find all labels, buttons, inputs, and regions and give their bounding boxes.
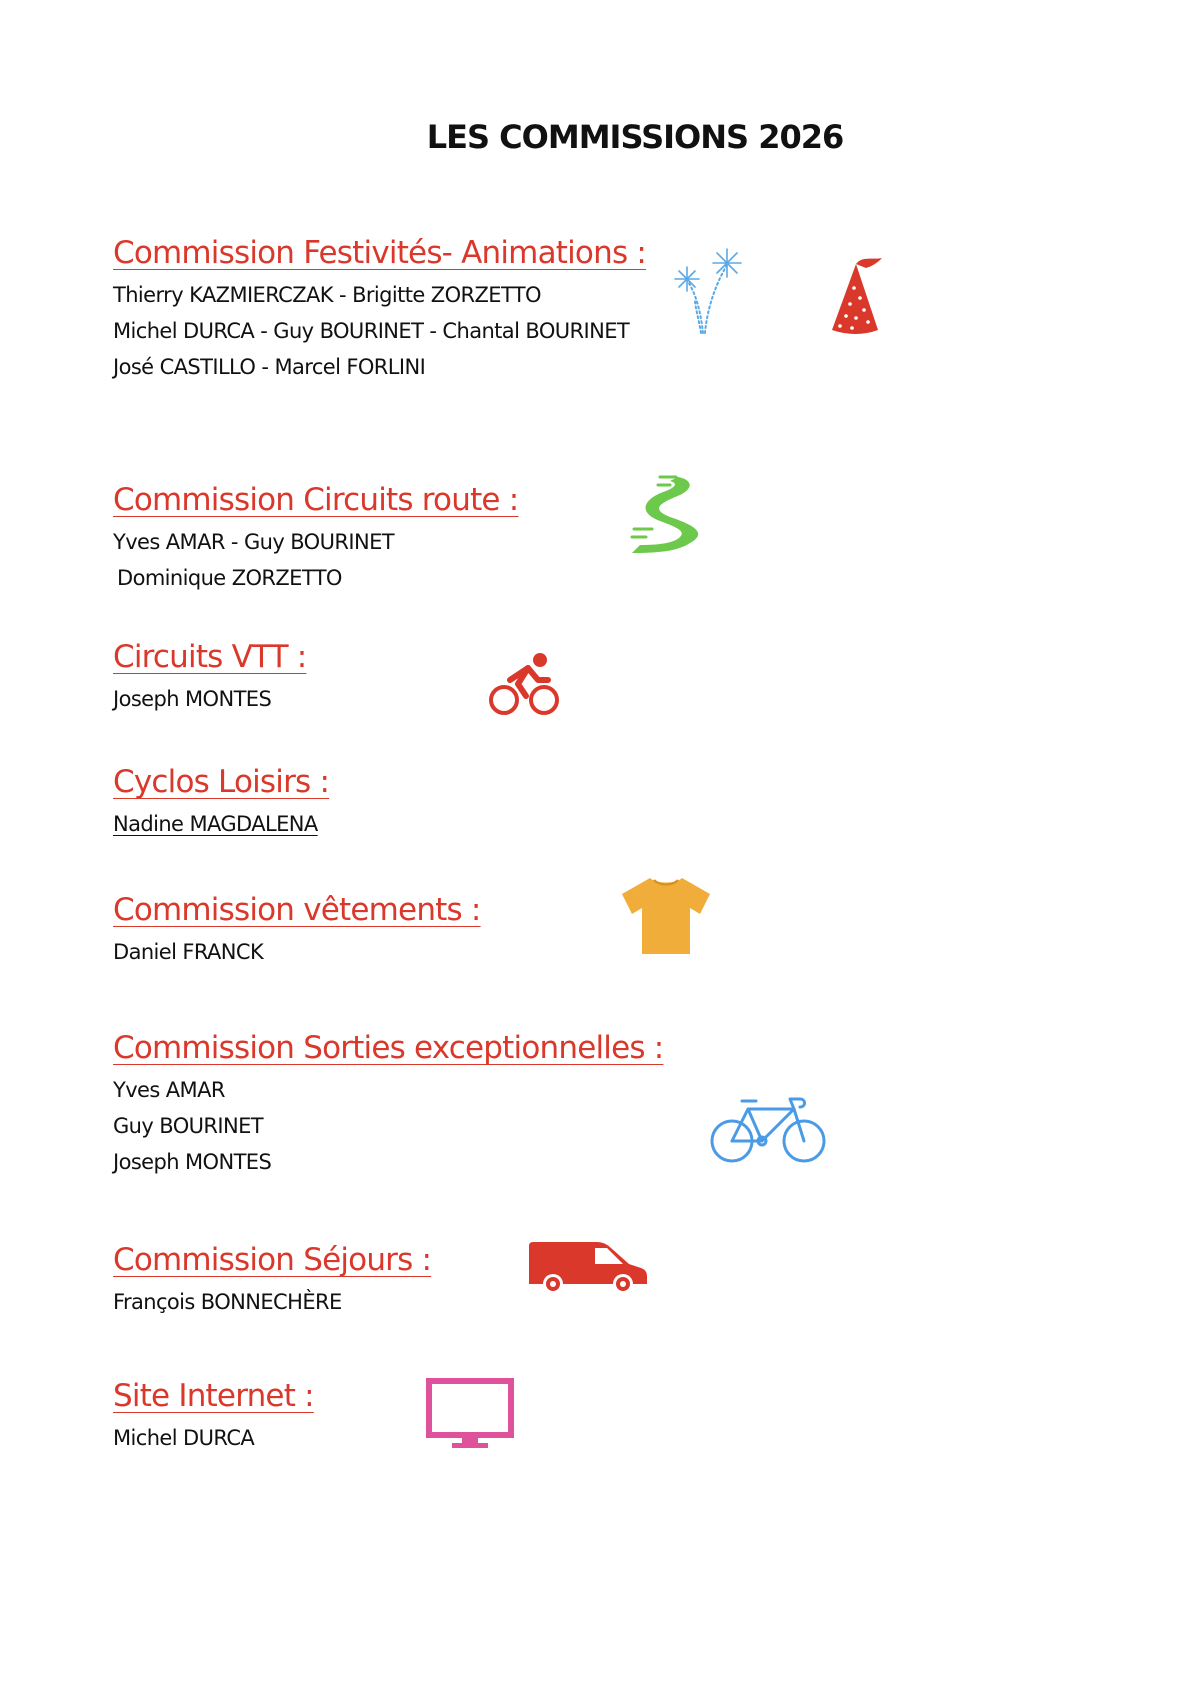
section-title: Commission Sorties exceptionnelles : bbox=[113, 1030, 664, 1066]
member-line: Daniel FRANCK bbox=[113, 940, 264, 964]
section-cyclos-loisirs bbox=[113, 762, 329, 842]
section-site-internet bbox=[113, 1376, 314, 1456]
monitor-icon bbox=[426, 1378, 514, 1450]
tshirt-icon bbox=[620, 876, 712, 956]
section-title: Commission vêtements : bbox=[113, 892, 481, 928]
member-line: François BONNECHÈRE bbox=[113, 1290, 342, 1314]
page-title: LES COMMISSIONS 2026 bbox=[426, 118, 844, 156]
member-line: Joseph MONTES bbox=[113, 1150, 272, 1174]
section-vetements bbox=[113, 890, 481, 970]
member-line: Yves AMAR bbox=[113, 1078, 225, 1102]
section-title: Site Internet : bbox=[113, 1378, 314, 1414]
cyclist-icon bbox=[488, 650, 560, 718]
winding-road-icon bbox=[630, 473, 710, 555]
member-line: Nadine MAGDALENA bbox=[113, 812, 318, 836]
member-line: José CASTILLO - Marcel FORLINI bbox=[113, 355, 426, 379]
section-title: Circuits VTT : bbox=[113, 639, 307, 675]
member-line: Michel DURCA - Guy BOURINET - Chantal BOURINET bbox=[113, 319, 630, 343]
section-circuits-route bbox=[113, 480, 518, 596]
fireworks-icon bbox=[665, 245, 750, 335]
section-title: Commission Circuits route : bbox=[113, 482, 519, 518]
member-line: Thierry KAZMIERCZAK - Brigitte ZORZETTO bbox=[113, 283, 541, 307]
section-festivites bbox=[113, 233, 646, 385]
member-line: Michel DURCA bbox=[113, 1426, 255, 1450]
section-title: Commission Festivités- Animations : bbox=[113, 235, 646, 271]
section-sorties-exceptionnelles bbox=[113, 1028, 663, 1180]
section-circuits-vtt bbox=[113, 637, 306, 717]
section-title: Commission Séjours : bbox=[113, 1242, 432, 1278]
member-line: Yves AMAR - Guy BOURINET bbox=[113, 530, 394, 554]
member-line: Dominique ZORZETTO bbox=[117, 566, 342, 590]
member-line: Joseph MONTES bbox=[113, 687, 272, 711]
party-hat-icon bbox=[826, 254, 886, 334]
van-icon bbox=[525, 1240, 649, 1298]
member-line: Guy BOURINET bbox=[113, 1114, 264, 1138]
section-title: Cyclos Loisirs : bbox=[113, 764, 330, 800]
section-sejours bbox=[113, 1240, 431, 1320]
road-bike-icon bbox=[710, 1095, 826, 1165]
